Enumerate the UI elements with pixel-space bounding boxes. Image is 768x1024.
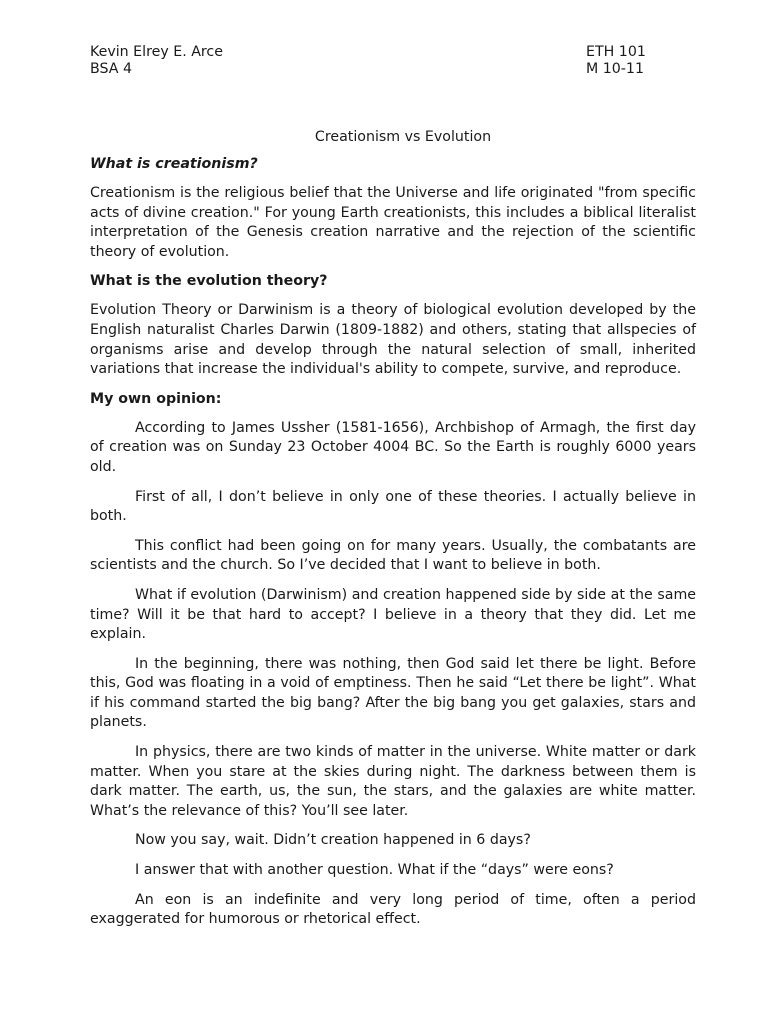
document-title: Creationism vs Evolution <box>314 129 492 145</box>
opinion-paragraph: In the beginning, there was nothing, then God said let there be light. Before this, God was floating in a void of emptiness. Then he said “Let there be light”. What if his command started the big bang? After the big bang you get galaxies, stars and planets. <box>90 655 696 731</box>
creationism-heading: What is creationism? <box>90 156 258 172</box>
evolution-heading: What is the evolution theory? <box>90 273 328 290</box>
author-name: Kevin Elrey E. Arce <box>90 44 223 60</box>
opinion-paragraph: An eon is an indefinite and very long period of time, often a period exaggerated for humorous or rhetorical effect. <box>90 891 696 928</box>
opinion-paragraph: According to James Ussher (1581-1656), Archbishop of Armagh, the first day of creation was on Sunday 23 October 4004 BC. So the Earth is roughly 6000 years old. <box>90 419 696 475</box>
opinion-paragraph: In physics, there are two kinds of matter in the universe. White matter or dark matter. When you stare at the skies during night. The darkness between them is dark matter. The earth, us, the sun, the stars, and the galaxies are white matter. What’s the relevance of this? You’ll see later. <box>90 744 696 819</box>
opinion-paragraph: Now you say, wait. Didn’t creation happened in 6 days? <box>135 832 531 849</box>
header-row-1 <box>90 44 696 61</box>
program-year: BSA 4 <box>90 61 132 77</box>
opinion-heading: My own opinion: <box>90 390 222 407</box>
header-row-2 <box>90 61 696 78</box>
evolution-paragraph: Evolution Theory or Darwinism is a theory of biological evolution developed by the English naturalist Charles Darwin (1809-1882) and others, stating that allspecies of organisms arise and develop through the natural selection of small, inherited variations that increase the individual's ability to compete, survive, and reproduce. <box>90 302 696 378</box>
creationism-paragraph: Creationism is the religious belief that the Universe and life originated "from specific acts of divine creation." For young Earth creationists, this includes a biblical literalist interpretation of the Genesis creation narrative and the rejection of the scientific theory of evolution. <box>90 185 696 260</box>
opinion-paragraph: First of all, I don’t believe in only one of these theories. I actually believe in both. <box>90 488 696 525</box>
opinion-paragraph: I answer that with another question. What if the “days” were eons? <box>135 862 614 879</box>
class-schedule: M 10-11 <box>586 61 644 77</box>
opinion-paragraph: This conflict had been going on for many years. Usually, the combatants are scientists and the church. So I’ve decided that I want to believe in both. <box>90 537 696 574</box>
opinion-paragraph: What if evolution (Darwinism) and creation happened side by side at the same time? Will it be that hard to accept? I believe in a theory that they did. Let me explain. <box>90 586 696 643</box>
course-code: ETH 101 <box>586 44 646 60</box>
